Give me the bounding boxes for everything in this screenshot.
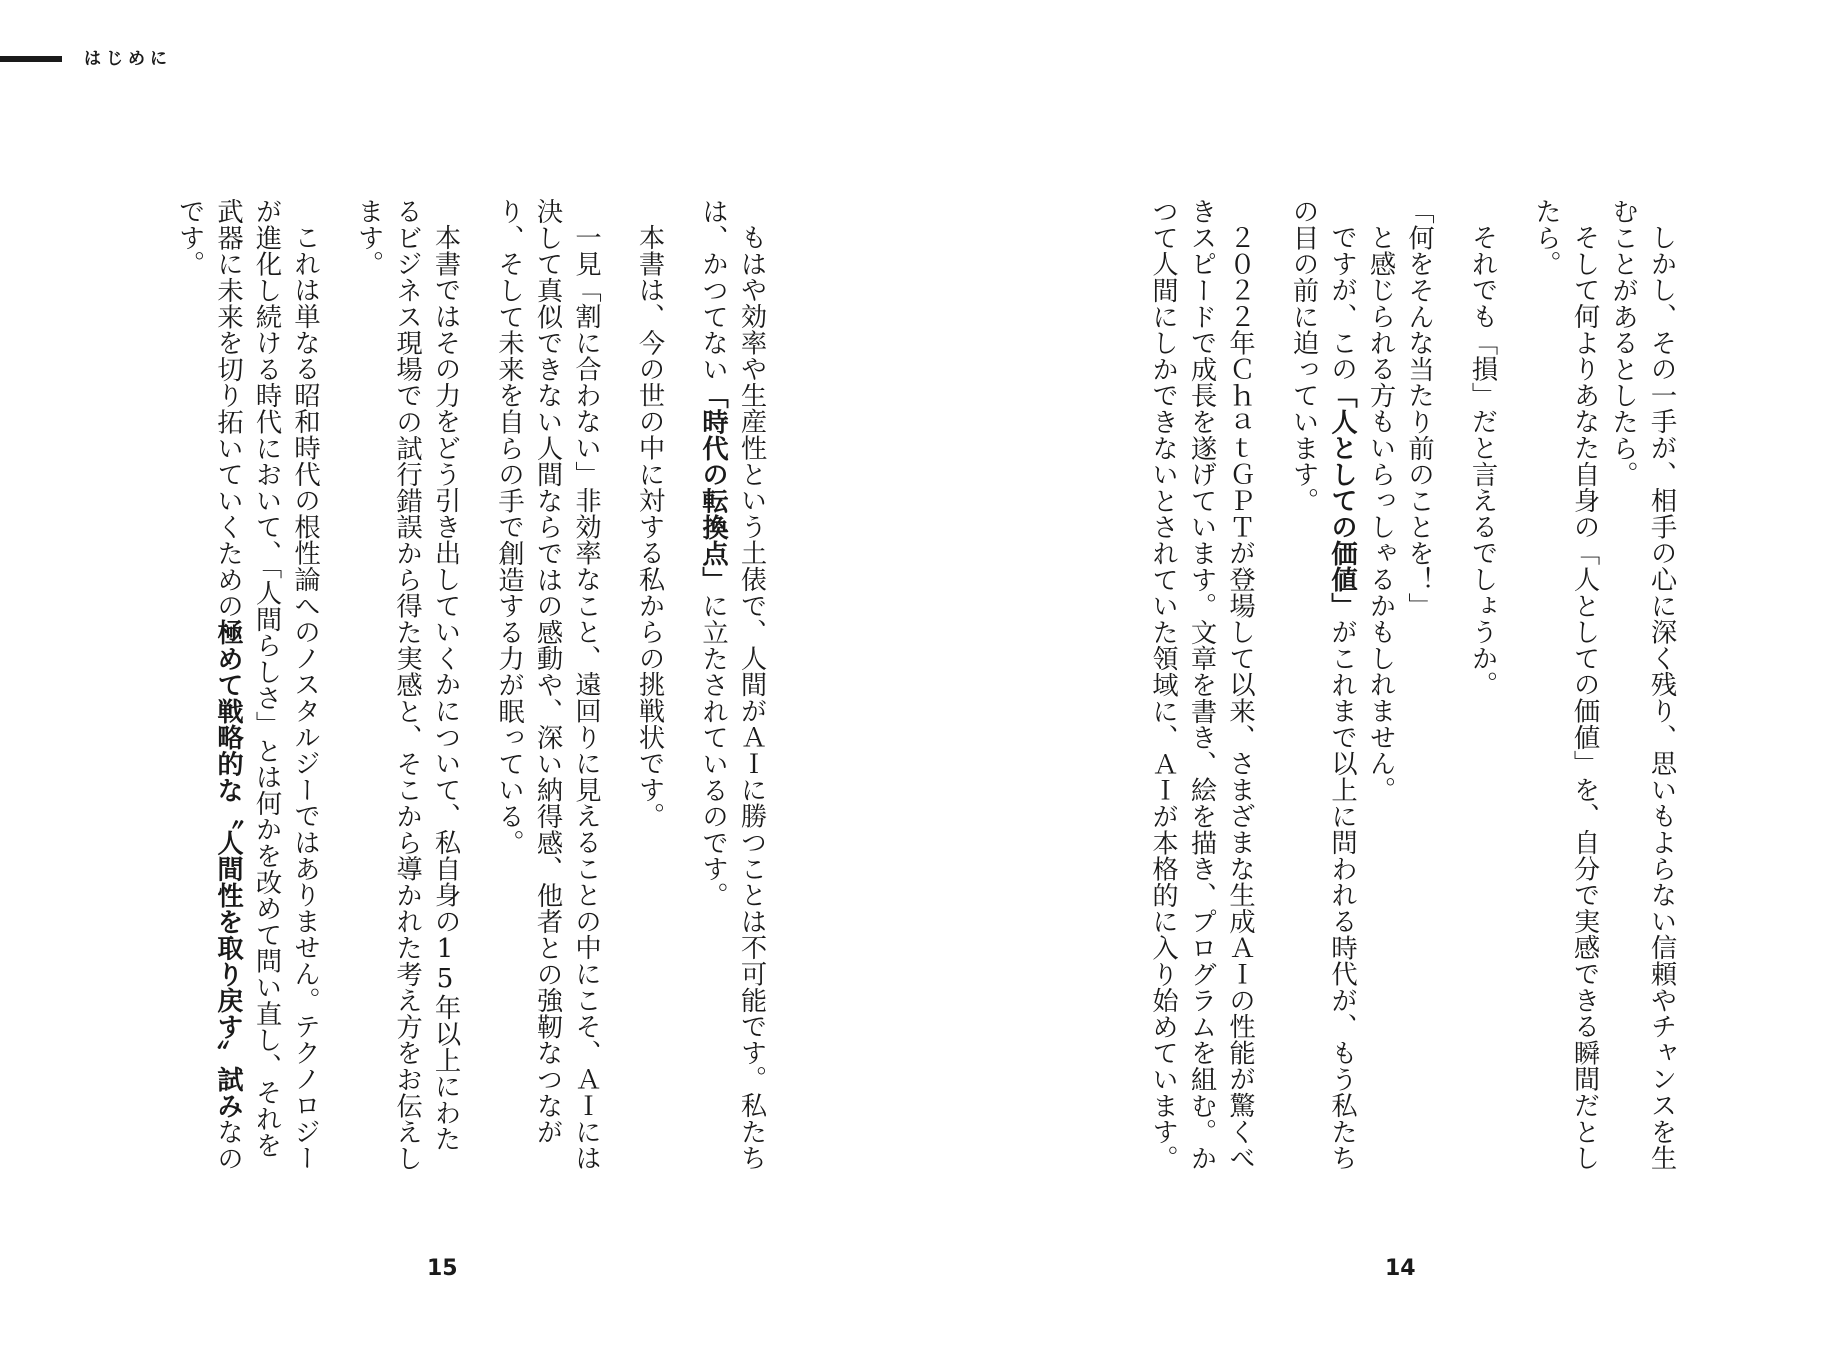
chapter-marker-bar — [0, 56, 62, 62]
paragraph: それでも「損」だと言えるでしょうか。 — [1467, 224, 1497, 698]
paragraph: ２０２２年ＣｈａｔＧＰＴが登場して以来、さまざまな生成ＡＩの性能が驚くべきスピードで成長を遂げています。文章を書き、絵を描き、プログラムを組む。かつて人間にしかできないとされていた領域に、ＡＩが本格的に入り始めています。 — [1147, 198, 1255, 1172]
emphasis-text: 「時代の転換点」 — [697, 382, 728, 593]
paragraph — [170, 198, 324, 1178]
page-15-body — [110, 198, 770, 1178]
spread-gutter — [918, 0, 920, 1350]
paragraph: 本書は、今の世の中に対する私からの挑戦状です。 — [634, 224, 664, 830]
text-run: なのです。 — [174, 198, 243, 1172]
paragraph: 一見「割に合わない」非効率なこと、遠回りに見えることの中にこそ、ＡＩには決して真似できない人間ならではの感動や、深い納得感、他者との強靭なつながり、そして未来を自らの手で創造する力が眠っている。 — [493, 198, 601, 1172]
text-run: ですが、この — [1326, 224, 1357, 383]
text-run: これは単なる昭和時代の根性論へのノスタルジーではありません。テクノロジーが進化し続ける時代において、「人間らしさ」とは何かを改めて問い直し、それを武器に未来を切り拓いていくための — [212, 198, 320, 1172]
paragraph: 本書ではその力をどう引き出していくかについて、私自身の15年以上にわたるビジネス現場での試行錯誤から得た実感と、そこから導かれた考え方をお伝えします。 — [353, 198, 460, 1172]
page-number-left: 15 — [427, 1256, 458, 1281]
paragraph: と感じられる方もいらっしゃるかもしれません。 — [1365, 224, 1395, 803]
text-run: がこれまで以上に問われる時代が、もう私たちの目の前に迫っています。 — [1288, 198, 1357, 1172]
emphasis-text: 「人としての価値」 — [1326, 382, 1357, 619]
emphasis-text: 極めて戦略的な〝人間性を取り戻す〟試み — [212, 618, 243, 1119]
page-number-right: 14 — [1385, 1256, 1416, 1281]
chapter-title: はじめに — [84, 49, 172, 69]
paragraph — [1284, 198, 1361, 1178]
text-run: もはや効率や生産性という土俵で、人間がＡＩに勝つことは不可能です。私たちは、かつてない — [697, 198, 766, 1172]
paragraph — [693, 198, 770, 1178]
paragraph-quote: 「何をそんな当たり前のことを！」 — [1403, 198, 1434, 619]
text-run: に立たされているのです。 — [697, 592, 728, 909]
paragraph: そして何よりあなた自身の「人としての価値」を、自分で実感できる瞬間だとしたら。 — [1530, 198, 1599, 1172]
page-14-body — [1080, 198, 1680, 1178]
paragraph: しかし、その一手が、相手の心に深く残り、思いもよらない信頼やチャンスを生むことがあるとしたら。 — [1607, 198, 1676, 1172]
